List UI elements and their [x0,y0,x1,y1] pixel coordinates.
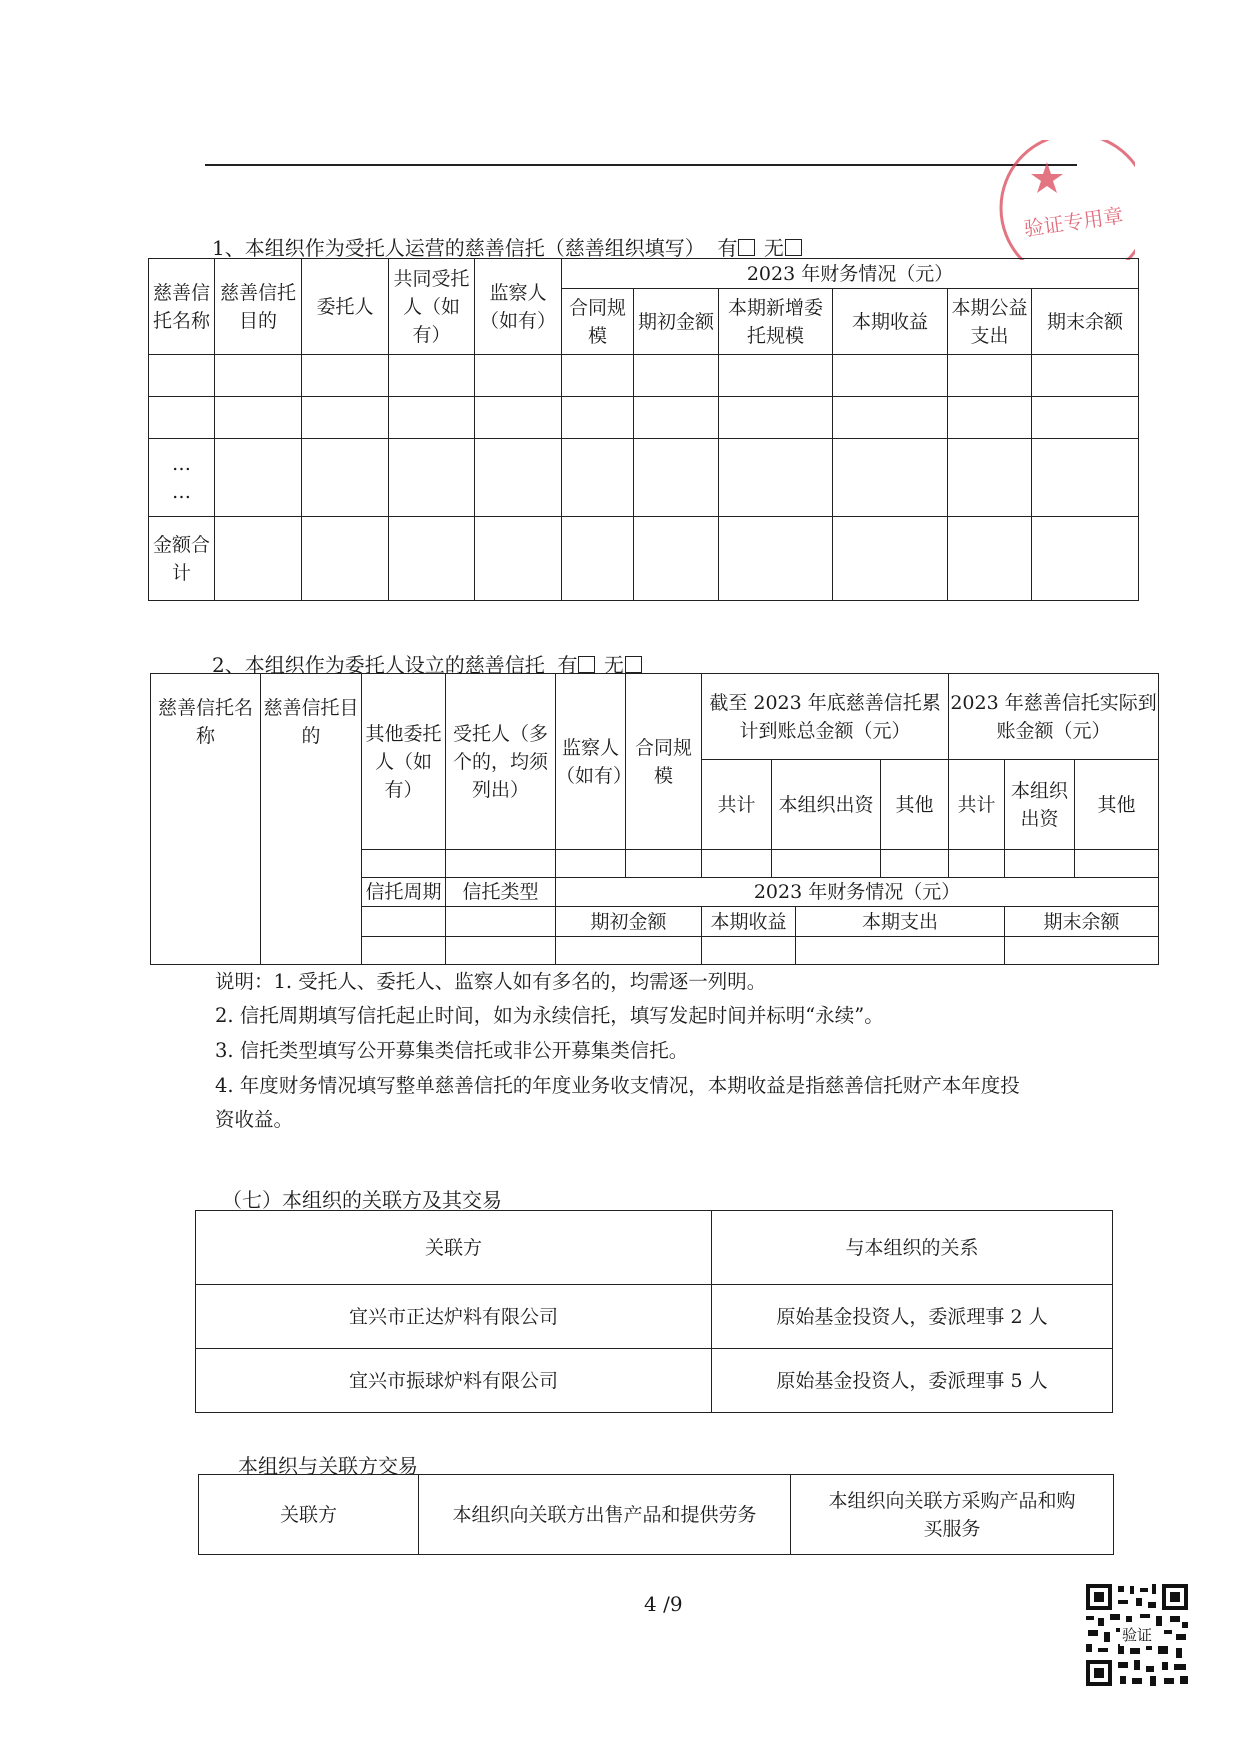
hdr-contract: 合同规模 [626,674,702,850]
hdr-closing: 期末余额 [1032,289,1139,355]
party-relation: 原始基金投资人，委派理事 2 人 [712,1285,1113,1349]
transactions-title: 本组织与关联方交易 [238,1454,418,1478]
table-trusts-as-trustee [148,258,1139,601]
note-5: 资收益。 [215,1108,294,1131]
hdr-income: 本期收益 [702,907,796,937]
checkbox-has-2[interactable] [578,656,595,673]
hdr-relation: 与本组织的关系 [712,1211,1113,1285]
seal-text: 验证专用章 [1022,203,1125,241]
hdr-act-own: 本组织出资 [1005,760,1075,850]
hdr-purpose: 慈善信托目的 [261,674,362,965]
note-4: 4. 年度财务情况填写整单慈善信托的年度业务收支情况，本期收益是指慈善信托财产本年度投 [215,1074,1020,1097]
hdr-txn-sell: 本组织向关联方出售产品和提供劳务 [419,1475,791,1555]
hdr-income: 本期收益 [833,289,948,355]
note-2: 2. 信托周期填写信托起止时间，如为永续信托，填写发起时间并标明“永续”。 [215,1004,884,1027]
hdr-txn-party: 关联方 [199,1475,419,1555]
note-3: 3. 信托类型填写公开募集类信托或非公开募集类信托。 [215,1039,689,1062]
hdr-related-party: 关联方 [196,1211,712,1285]
hdr-opening: 期初金额 [634,289,719,355]
table-row [149,517,1139,601]
hdr-closing: 期末余额 [1005,907,1159,937]
hdr-co-trustee: 共同受托人（如有） [389,259,475,355]
checkbox-none-1[interactable] [785,239,802,256]
hdr-act-total: 共计 [949,760,1005,850]
hdr-period: 信托周期 [362,878,446,907]
party-relation: 原始基金投资人，委派理事 5 人 [712,1349,1113,1413]
hdr-cum-total: 共计 [702,760,772,850]
hdr-cum-own: 本组织出资 [772,760,881,850]
hdr-expense: 本期支出 [796,907,1005,937]
qr-code-icon [1084,1582,1190,1688]
table-row [149,397,1139,439]
hdr-act-other: 其他 [1075,760,1159,850]
hdr-txn-buy: 本组织向关联方采购产品和购买服务 [791,1475,1114,1555]
table-row [196,1349,1113,1413]
hdr-finance-group: 2023 年财务情况（元） [562,259,1139,289]
checkbox-has-1[interactable] [738,239,755,256]
table-transactions [198,1474,1114,1555]
qr-label: 验证 [1122,1626,1153,1644]
hdr-finance-group: 2023 年财务情况（元） [556,878,1159,907]
hdr-name: 慈善信托名称 [149,259,215,355]
total-label: 金额合计 [149,517,215,601]
hdr-opening: 期初金额 [556,907,702,937]
header-rule [205,164,1077,166]
hdr-trustee: 受托人（多个的，均须列出） [446,674,556,850]
hdr-purpose: 慈善信托目的 [215,259,302,355]
section7-title: （七）本组织的关联方及其交易 [222,1188,502,1212]
hdr-cum-other: 其他 [881,760,949,850]
table-row [149,439,1139,517]
hdr-type: 信托类型 [446,878,556,907]
table-related-parties [195,1210,1113,1413]
hdr-name: 慈善信托名称 [151,674,261,965]
hdr-cumulative-group: 截至 2023 年底慈善信托累计到账总金额（元） [702,674,949,760]
verification-seal [985,140,1135,260]
note-1: 说明：1. 受托人、委托人、监察人如有多名的，均需逐一列明。 [215,970,767,993]
hdr-contract: 合同规模 [562,289,634,355]
party-name: 宜兴市振球炉料有限公司 [196,1349,712,1413]
hdr-other-settlor: 其他委托人（如有） [362,674,446,850]
section2-title: 2、本组织作为委托人设立的慈善信托 有 无 [212,649,644,678]
table-row [149,355,1139,397]
section1-title: 1、本组织作为受托人运营的慈善信托（慈善组织填写） 有 无 [212,232,804,261]
ellipsis-cell: … … [149,439,215,517]
page-number: 4 /9 [644,1592,683,1616]
hdr-actual-group: 2023 年慈善信托实际到账金额（元） [949,674,1159,760]
checkbox-none-2[interactable] [625,656,642,673]
hdr-new-scale: 本期新增委托规模 [719,289,833,355]
hdr-supervisor: 监察人（如有） [475,259,562,355]
hdr-public-expense: 本期公益支出 [948,289,1032,355]
hdr-supervisor: 监察人（如有） [556,674,626,850]
party-name: 宜兴市正达炉料有限公司 [196,1285,712,1349]
table-trusts-as-settlor [150,673,1159,965]
table-row [196,1285,1113,1349]
hdr-settlor: 委托人 [302,259,389,355]
